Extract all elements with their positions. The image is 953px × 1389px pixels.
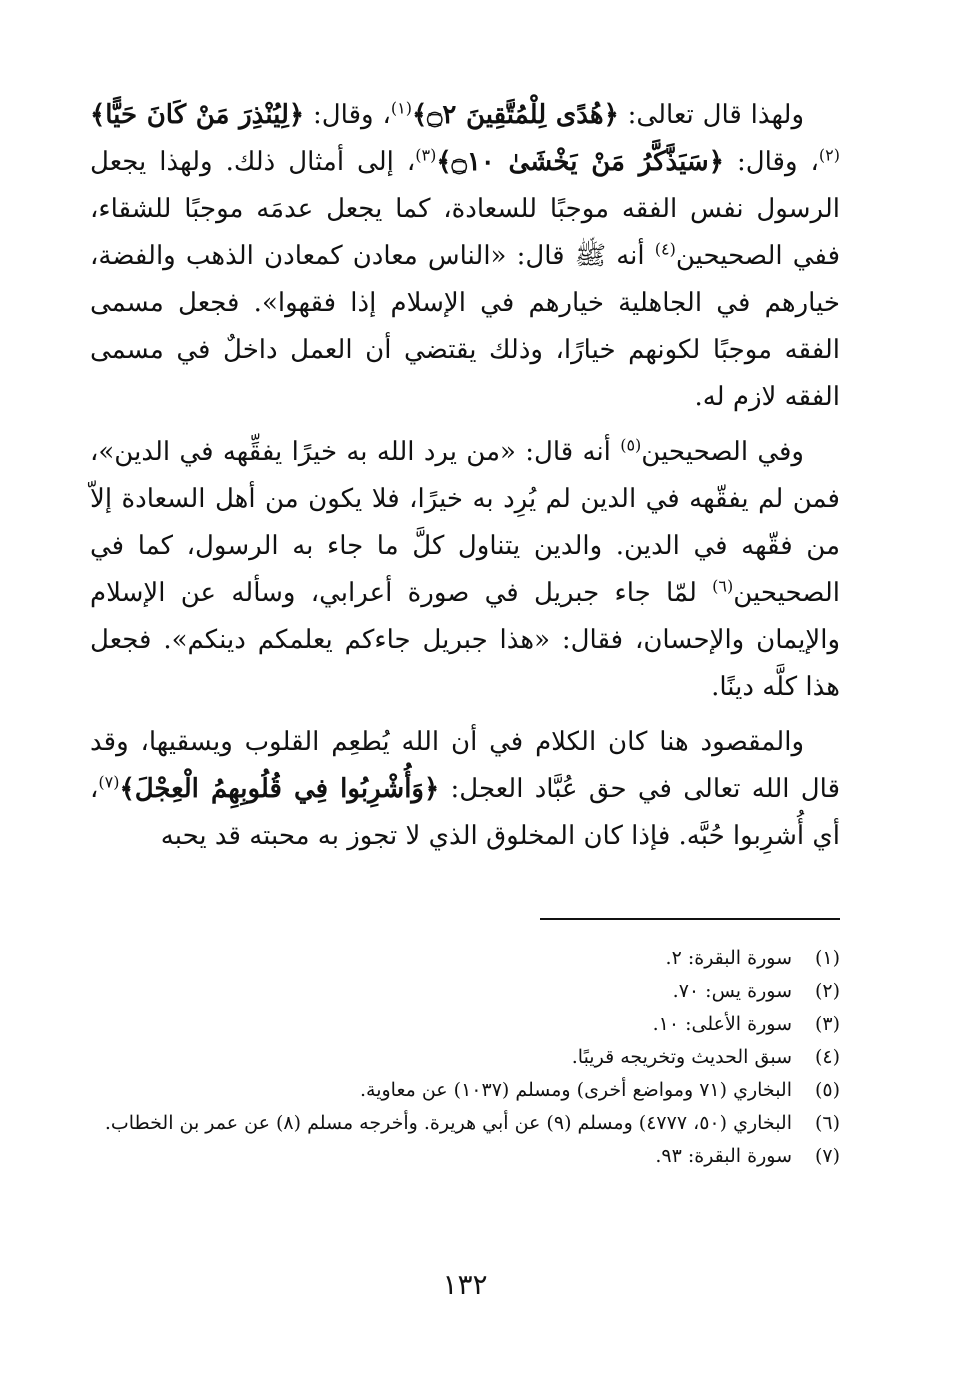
text-run: ، إلى أمثال ذلك. ولهذا يجعل الرسول نفس الفقه موجبًا للسعادة، كما يجعل عدمَه موجبًا للشقاء، ففي الصحيحين (90, 147, 840, 271)
quran-verse: ﴿وَأُشْرِبُوا فِي قُلُوبِهِمُ الْعِجْلَ﴾ (119, 774, 440, 804)
footnote-ref[interactable]: (٦) (712, 576, 734, 596)
text-run: والمقصود هنا كان الكلام في أن الله يُطعِم القلوب ويسقيها، وقد قال الله تعالى في حق عُبَّاد العجل: (90, 727, 841, 804)
paragraph-2 (90, 429, 840, 711)
footnote-number: (٥) (814, 1079, 840, 1101)
footnote-number: (٦) (814, 1112, 840, 1134)
footnote-item (90, 1140, 840, 1173)
footnote-item (90, 975, 840, 1008)
text-run: أنه ﷺ قال: «الناس معادن كمعادن الذهب والفضة، خيارهم في الجاهلية خيارهم في الإسلام إذا فقهوا». فجعل مسمى الفقه موجبًا لكونهم خيارًا، وذلك يقتضي أن العمل داخلٌ في مسمى الفقه لازم له. (90, 241, 840, 412)
footnote-item (90, 1107, 840, 1140)
page-number: ١٣٢ (442, 1268, 488, 1301)
footnote-item (90, 1074, 840, 1107)
footnotes-list (90, 942, 840, 1173)
footnote-item (90, 1041, 840, 1074)
footnote-ref[interactable]: (٤) (654, 239, 676, 259)
text-run: ، وقال: (723, 147, 819, 177)
footnote-divider (540, 918, 840, 920)
footnote-number: (١) (814, 947, 840, 969)
footnote-number: (٣) (814, 1013, 840, 1035)
footnote-number: (٤) (814, 1046, 840, 1068)
footnote-ref[interactable]: (٢) (818, 145, 841, 165)
text-run: ، أي أُشرِبوا حُبَّه. فإذا كان المخلوق الذي لا تجوز به محبته قد يحبه (90, 774, 840, 851)
footnote-text: سبق الحديث وتخريجه قريبًا. (571, 1046, 792, 1068)
main-text (90, 92, 840, 860)
quran-verse: ﴿سَيَذَّكَّرُ مَنْ يَخْشَىٰ ۝١٠﴾ (436, 147, 724, 177)
quran-verse: ﴿لِيُنْذِرَ مَنْ كَانَ حَيًّا﴾ (90, 100, 305, 130)
paragraph-3 (90, 719, 840, 860)
footnote-number: (٢) (814, 980, 840, 1002)
footnote-text: سورة البقرة: ٢. (665, 947, 792, 969)
footnote-item (90, 942, 840, 975)
text-run: أنه قال: «من يرد الله به خيرًا يفقِّهه في الدين»، فمن لم يفقّهه في الدين لم يُرِد به خيرًا، فلا يكون من أهل السعادة إلاّ من فقّهه في الدين. والدين يتناول كلَّ ما جاء به الرسول، كما في الصحيحين (90, 437, 840, 608)
footnote-ref[interactable]: (١) (390, 98, 412, 118)
footnote-item (90, 1008, 840, 1041)
footnote-text: البخاري (٥٠، ٤٧٧٧) ومسلم (٩) عن أبي هريرة. وأخرجه مسلم (٨) عن عمر بن الخطاب. (104, 1112, 792, 1134)
footnote-ref[interactable]: (٥) (620, 435, 642, 455)
footnote-text: البخاري (٧١ ومواضع أخرى) ومسلم (١٠٣٧) عن معاوية. (359, 1079, 792, 1101)
footnote-text: سورة يس: ٧٠. (672, 980, 792, 1002)
text-run: لمّا جاء جبريل في صورة أعرابي، وسأله عن الإسلام والإيمان والإحسان، فقال: «هذا جبريل جاءكم يعلمكم دينكم». فجعل هذا كلَّه دينًا. (90, 578, 840, 702)
footnote-text: سورة البقرة: ٩٣. (655, 1145, 792, 1167)
footnote-ref[interactable]: (٣) (415, 145, 437, 165)
text-run: ، وقال: (304, 100, 391, 130)
text-run: وفي الصحيحين (641, 437, 804, 467)
book-page (90, 92, 841, 1301)
footnote-ref[interactable]: (٧) (98, 772, 120, 792)
quran-verse: ﴿هُدًى لِلْمُتَّقِينَ ۝٢﴾ (411, 100, 619, 130)
paragraph-1 (90, 92, 840, 421)
footnote-text: سورة الأعلى: ١٠. (652, 1013, 792, 1035)
footnote-number: (٧) (814, 1145, 840, 1167)
text-run: ولهذا قال تعالى: (618, 100, 805, 130)
